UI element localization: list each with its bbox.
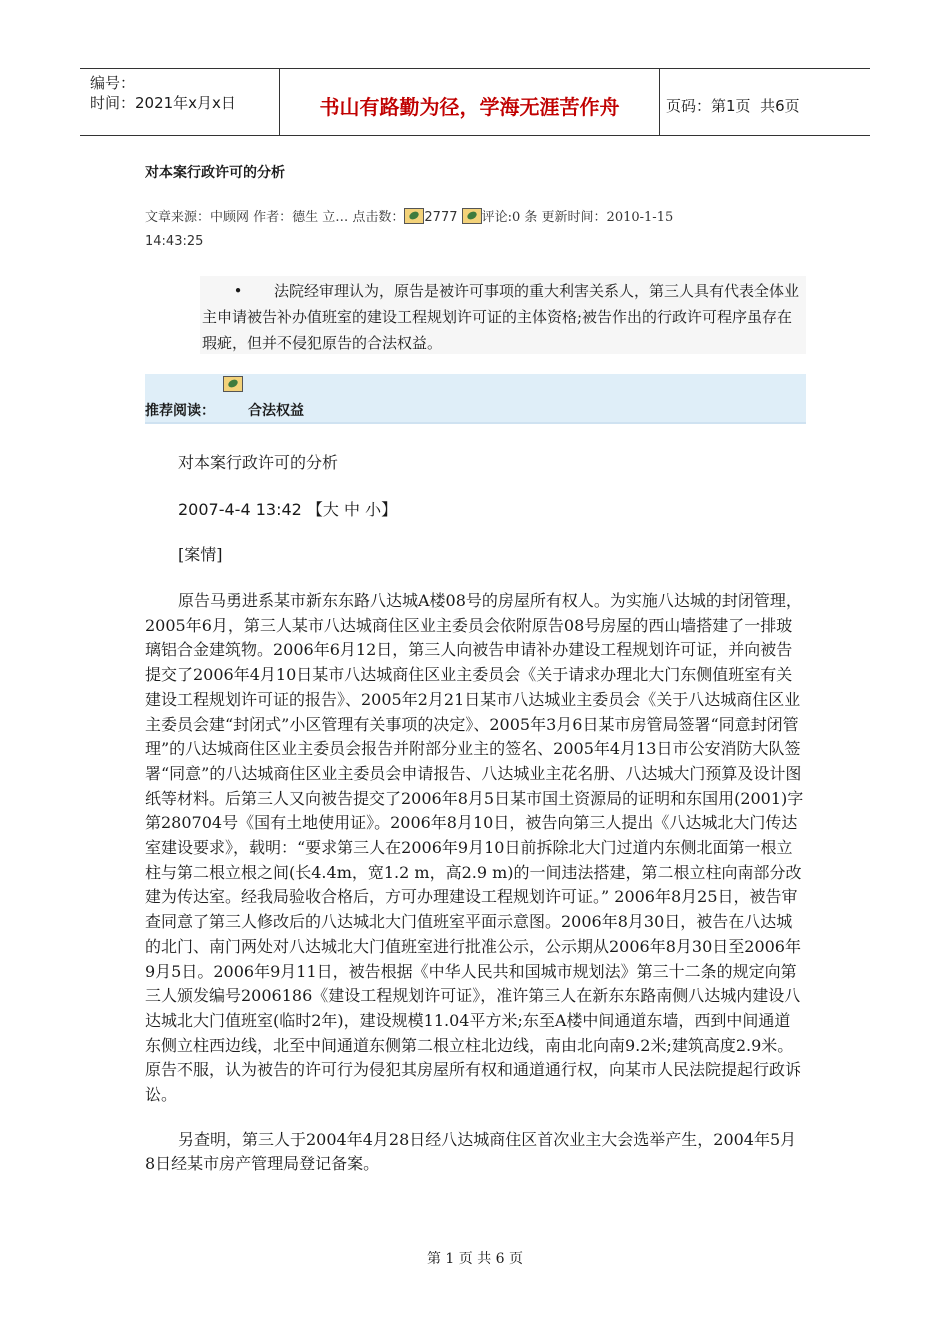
body-title: 对本案行政许可的分析: [178, 453, 339, 472]
header-motto: 书山有路勤为径，学海无涯苦作舟: [280, 69, 660, 135]
footer-page-text: 第 1 页 共 6 页: [426, 1251, 524, 1267]
clicks-icon: [404, 208, 424, 224]
case-paragraph-2: 另查明，第三人于2004年4月28日经八达城商住区首次业主大会选举产生，2004年5月8日经某市房产管理局登记备案。: [145, 1129, 797, 1174]
body-date-line: [145, 497, 805, 522]
click-count: 2777: [424, 210, 458, 225]
page-header: [80, 68, 870, 136]
summary-text: 法院经审理认为，原告是被许可事项的重大利害关系人，第三人具有代表全体业主申请被告补办值班室的建设工程规划许可证的主体资格;被告作出的行政许可程序虽存在瑕疵，但并不侵犯原告的合法权益。: [202, 282, 800, 352]
meta-prefix: 文章来源：中顾网 作者：德生 立… 点击数：: [145, 210, 405, 225]
recommend-icon: [223, 376, 243, 392]
meta-suffix: 评论:0 条 更新时间：2010-1-15: [481, 210, 674, 225]
recommend-link[interactable]: 合法权益: [248, 403, 304, 419]
header-page-info: 页码：第1页 共6页: [666, 96, 800, 115]
recommend-label: 推荐阅读：: [145, 403, 215, 419]
case-label: [案情]: [178, 545, 223, 564]
article-body: [145, 450, 805, 1197]
header-time-label: 时间：2021年x月x日: [90, 94, 236, 112]
recommend-bar: [145, 374, 806, 424]
article-meta: [145, 206, 785, 254]
comment-icon: [462, 208, 482, 224]
header-code-label: 编号：: [90, 74, 136, 92]
meta-time: 14:43:25: [145, 234, 204, 249]
article-title: 对本案行政许可的分析: [145, 165, 285, 181]
article-summary: [200, 276, 806, 354]
case-paragraph-1: 原告马勇进系某市新东东路八达城A楼08号的房屋所有权人。为实施八达城的封闭管理，2005年6月，第三人某市八达城商住区业主委员会依附原告08号房屋的西山墙搭建了一排玻璃铝合金建筑物。2006年6月12日，第三人向被告申请补办建设工程规划许可证，并向被告提交了2006年4月10日某市八达城商住区业主委员会《关于请求办理北大门东侧值班室有关建设工程规划许可证的报告》、2005年2月21日某市八达城业主委员会《关于八达城商住区业主委员会建“封闭式”小区管理有关事项的决定》、2005年3月6日某市房管局签署“同意封闭管理”的八达城商住区业主委员会报告并附部分业主的签名、2005年4月13日市公安消防大队签署“同意”的八达城商住区业主委员会申请报告、八达城业主花名册、八达城大门预算及设计图纸等材料。后第三人又向被告提交了2006年8月5日某市国土资源局的证明和东国用(2001)字第280704号《国有土地使用证》。2006年8月10日，被告向第三人提出《八达城北大门传达室建设要求》，载明：“要求第三人在2006年9月10日前拆除北大门过道内东侧北面第一根立柱与第二根立根之间(长4.4m，宽1.2 m，高2.9 m)的一间违法搭建，第二根立柱向南部分改建为传达室。经我局验收合格后，方可办理建设工程规划许可证。” 2006年8月25日，被告审查同意了第三人修改后的八达城北大门值班室平面示意图。2006年8月30日，被告在八达城的北门、南门两处对八达城北大门值班室进行批准公示，公示期从2006年8月30日至2006年9月5日。2006年9月11日，被告根据《中华人民共和国城市规划法》第三十二条的规定向第三人颁发编号2006186《建设工程规划许可证》，准许第三人在新东东路南侧八达城内建设八达城北大门值班室(临时2年)，建设规模11.04平方米;东至A楼中间通道东墙，西到中间通道东侧立柱西边线，北至中间通道东侧第二根立柱北边线，南由北向南9.2米;建筑高度2.9米。原告不服，认为被告的许可行为侵犯其房屋所有权和通道通行权，向某市人民法院提起行政诉讼。: [145, 591, 804, 1105]
header-meta-cell: [80, 69, 280, 135]
page-footer: [0, 1248, 950, 1268]
body-date: 2007-4-4 13:42: [178, 500, 302, 519]
header-page-info-cell: [660, 69, 870, 135]
font-size-control[interactable]: 【大 中 小】: [306, 500, 398, 519]
summary-bullet: •: [233, 282, 243, 300]
